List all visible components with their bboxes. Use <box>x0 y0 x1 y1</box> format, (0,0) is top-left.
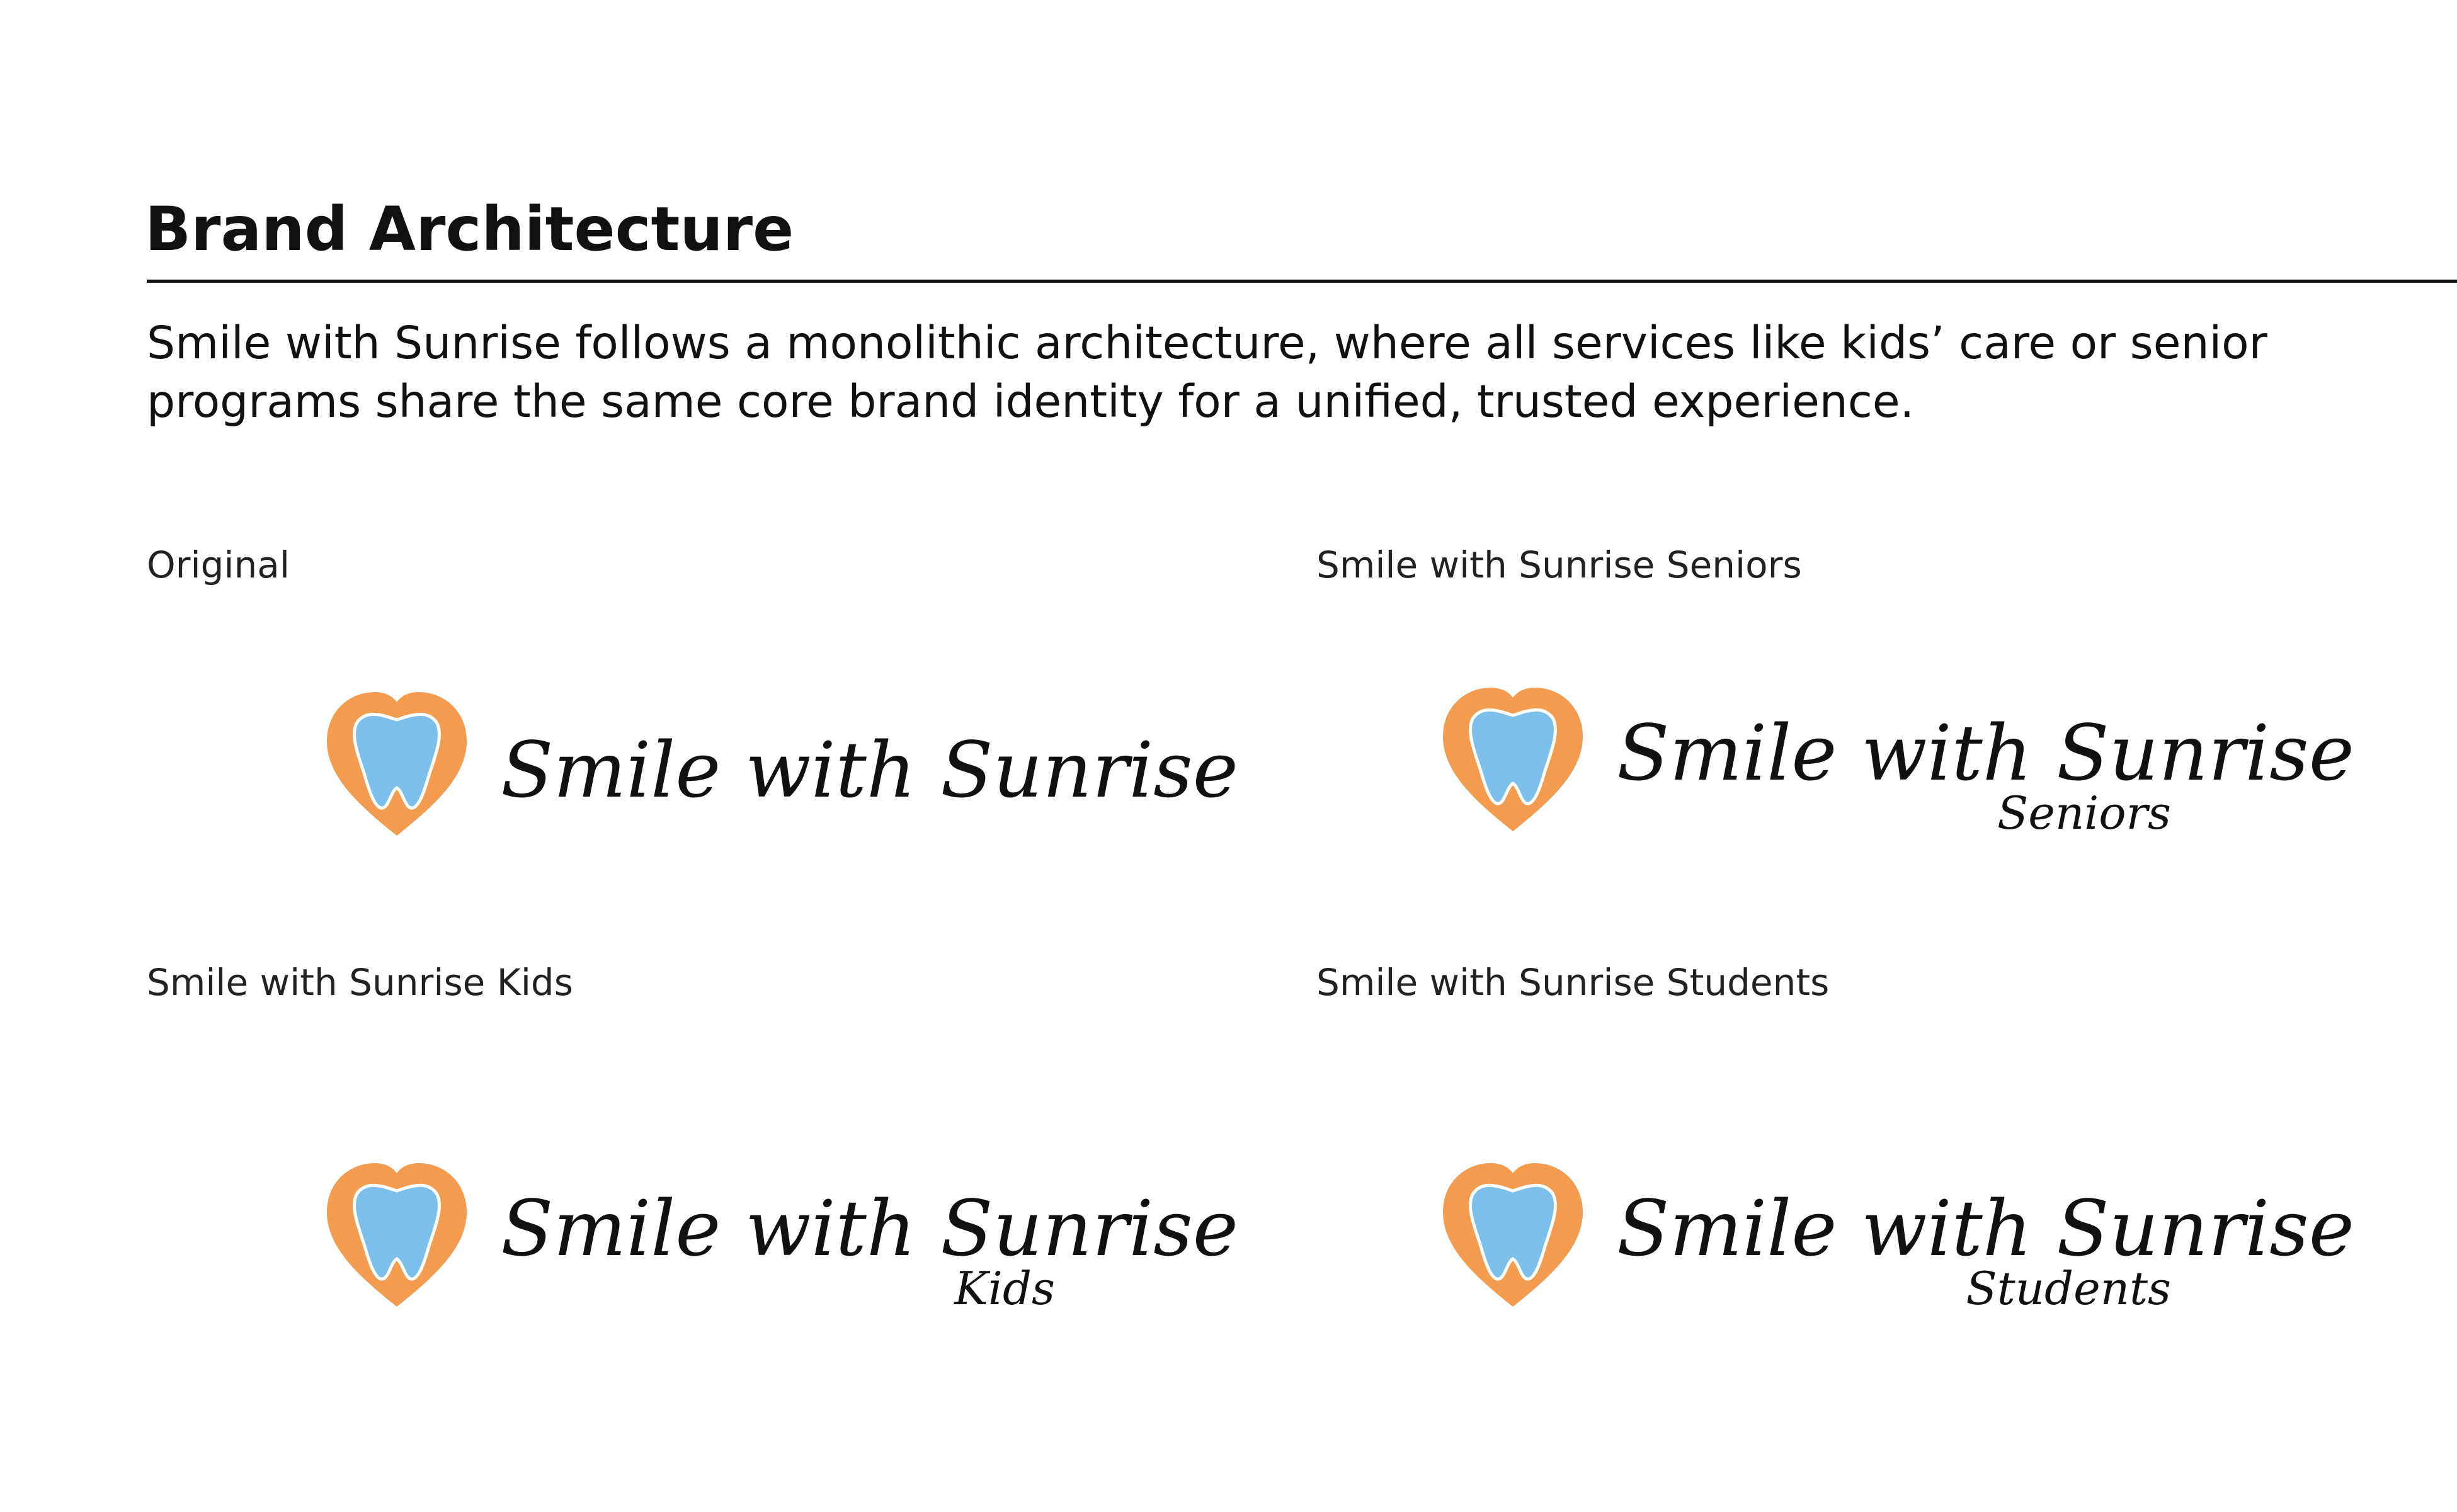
page-title: Brand Architecture <box>145 194 794 264</box>
variant-label-students: Smile with Sunrise Students <box>1316 961 1830 1004</box>
logo-seniors <box>1434 679 2354 868</box>
heart-tooth-icon <box>327 692 467 836</box>
wordmark-subbrand: Seniors <box>1997 787 2171 839</box>
variant-label-kids: Smile with Sunrise Kids <box>147 961 573 1004</box>
wordmark-text: Smile with Sunrise <box>501 1184 1238 1273</box>
variant-label-original: Original <box>147 543 290 586</box>
wordmark-text: Smile with Sunrise <box>1617 708 2354 798</box>
title-divider <box>147 280 2457 283</box>
heart-tooth-icon <box>1443 1163 1583 1307</box>
logo-seniors-svg <box>1434 679 2354 868</box>
wordmark-text: Smile with Sunrise <box>1617 1184 2354 1273</box>
wordmark-text: Smile with Sunrise <box>501 725 1238 815</box>
wordmark-subbrand: Kids <box>954 1262 1055 1315</box>
logo-students-svg <box>1434 1154 2354 1343</box>
logo-original-svg <box>318 683 1238 872</box>
logo-kids-svg <box>318 1154 1238 1343</box>
wordmark-subbrand: Students <box>1966 1262 2171 1315</box>
variant-label-seniors: Smile with Sunrise Seniors <box>1316 543 1802 586</box>
logo-students <box>1434 1154 2354 1343</box>
heart-tooth-icon <box>327 1163 467 1307</box>
heart-tooth-icon <box>1443 688 1583 831</box>
intro-paragraph: Smile with Sunrise follows a monolithic architecture, where all services like kids’ care or senior programs share the same core brand identity for a unified, trusted experience. <box>147 317 2267 428</box>
logo-original <box>318 683 1238 872</box>
logo-kids <box>318 1154 1238 1343</box>
